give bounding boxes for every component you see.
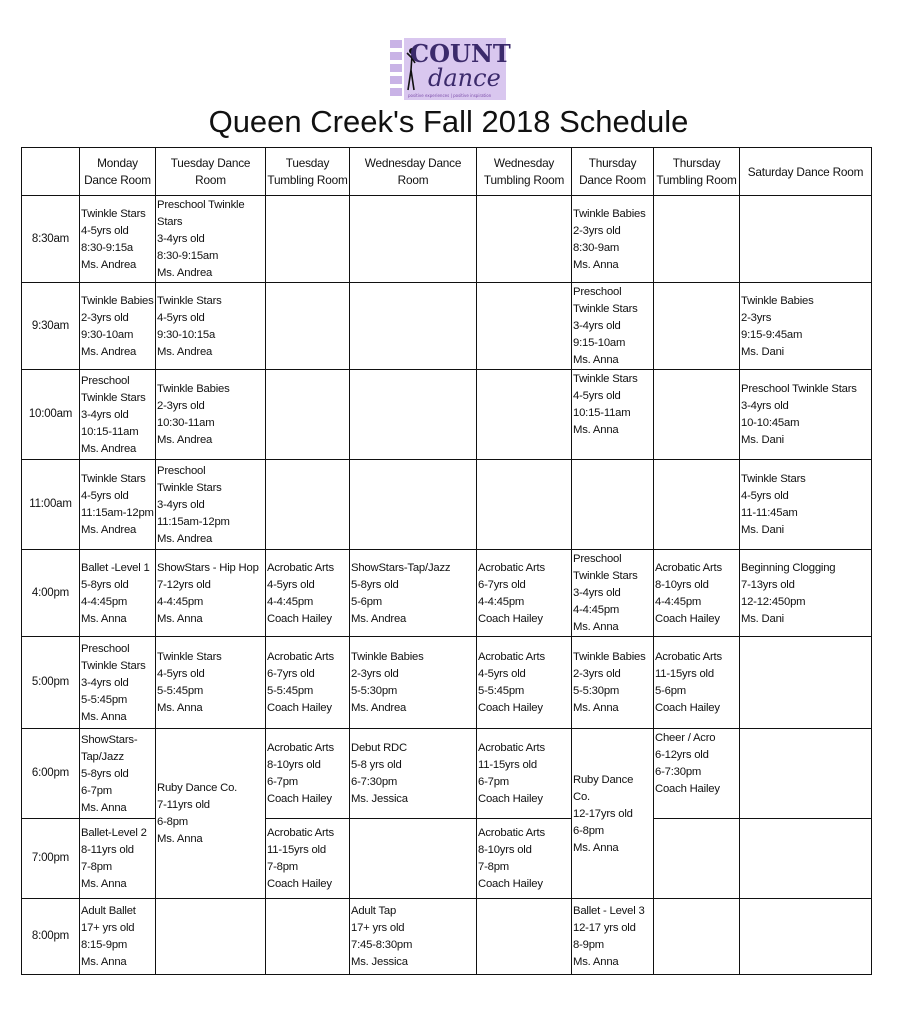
class-line: 3-4yrs old bbox=[81, 408, 129, 421]
time-cell: 9:30am bbox=[22, 283, 80, 370]
class-cell bbox=[80, 637, 156, 729]
empty-cell bbox=[350, 196, 477, 283]
class-cell bbox=[740, 370, 872, 460]
class-line: 17+ yrs old bbox=[351, 922, 405, 934]
class-line: 6-7yrs old bbox=[267, 668, 315, 680]
class-line: 4-4:45pm bbox=[81, 595, 128, 608]
class-line: 6-7pm bbox=[81, 784, 113, 797]
class-line: Twinkle Stars bbox=[81, 207, 146, 220]
class-line: 11-11:45am bbox=[741, 507, 798, 519]
class-line: Ms. Andrea bbox=[81, 258, 137, 271]
class-line: Twinkle Babies bbox=[157, 383, 230, 395]
table-row bbox=[22, 460, 872, 550]
class-line: 7-8pm bbox=[267, 861, 299, 873]
class-line: 8-10yrs old bbox=[655, 578, 709, 591]
class-line: Ms. Andrea bbox=[157, 532, 213, 545]
class-line: Ms. Anna bbox=[81, 878, 127, 890]
class-line: Ms. Anna bbox=[157, 833, 203, 845]
class-line: Stars bbox=[157, 216, 183, 228]
header-tuesday-dance: Tuesday Dance Room bbox=[156, 148, 266, 196]
time-cell: 10:00am bbox=[22, 370, 80, 460]
class-line: Twinkle Stars bbox=[81, 391, 146, 404]
class-cell bbox=[156, 729, 266, 899]
class-line: Ms. Anna bbox=[573, 702, 619, 714]
class-line: 8:30-9am bbox=[573, 241, 620, 254]
class-line: 6-7pm bbox=[267, 776, 299, 788]
table-row bbox=[22, 819, 872, 899]
class-cell bbox=[350, 550, 477, 637]
class-cell bbox=[572, 637, 654, 729]
class-line: 11-15yrs old bbox=[267, 844, 326, 856]
class-line: Ms. Dani bbox=[741, 434, 784, 446]
class-line: 7-12yrs old bbox=[157, 578, 211, 591]
class-line: Coach Hailey bbox=[478, 793, 543, 805]
empty-cell bbox=[654, 196, 740, 283]
class-line: 4-4:45pm bbox=[655, 595, 702, 608]
class-line: Co. bbox=[573, 790, 590, 803]
class-line: Acrobatic Arts bbox=[478, 742, 545, 754]
class-line: Acrobatic Arts bbox=[267, 651, 334, 663]
class-line: 5-8yrs old bbox=[351, 578, 399, 591]
empty-cell bbox=[477, 899, 572, 975]
class-line: Coach Hailey bbox=[478, 702, 543, 714]
header-thursday-tumbling: Thursday Tumbling Room bbox=[654, 148, 740, 196]
class-line: 6-12yrs old bbox=[655, 749, 709, 761]
empty-cell bbox=[350, 283, 477, 370]
class-cell bbox=[350, 729, 477, 819]
class-cell bbox=[477, 550, 572, 637]
class-line: Coach Hailey bbox=[267, 878, 332, 890]
class-cell bbox=[740, 550, 872, 637]
class-line: Ballet-Level 2 bbox=[81, 827, 147, 839]
class-cell bbox=[654, 637, 740, 729]
class-line: Twinkle Stars bbox=[81, 473, 146, 485]
class-line: 8:15-9pm bbox=[81, 939, 128, 951]
class-line: 5-8 yrs old bbox=[351, 759, 402, 771]
class-cell bbox=[80, 899, 156, 975]
table-row bbox=[22, 370, 872, 460]
empty-cell bbox=[740, 819, 872, 899]
class-cell bbox=[350, 899, 477, 975]
class-line: Ruby Dance Co. bbox=[157, 782, 238, 794]
class-line: 4-4:45pm bbox=[267, 595, 314, 608]
class-cell bbox=[80, 370, 156, 460]
class-line: Coach Hailey bbox=[655, 702, 720, 714]
class-line: 11-15yrs old bbox=[478, 759, 537, 771]
logo-tagline: positive experiences | positive inspiration bbox=[408, 93, 492, 98]
class-line: 3-4yrs old bbox=[157, 233, 205, 245]
schedule-table bbox=[21, 147, 872, 975]
empty-cell bbox=[156, 899, 266, 975]
class-line: 11:15am-12pm bbox=[157, 515, 230, 528]
time-cell: 7:00pm bbox=[22, 819, 80, 899]
class-line: 2-3yrs old bbox=[573, 224, 621, 237]
class-line: 4-5yrs old bbox=[478, 668, 526, 680]
class-line: Ballet - Level 3 bbox=[573, 905, 645, 917]
class-line: Ballet -Level 1 bbox=[81, 561, 150, 574]
class-line: Ms. Jessica bbox=[351, 793, 408, 805]
class-line: 3-4yrs old bbox=[157, 498, 205, 511]
class-line: Acrobatic Arts bbox=[267, 561, 334, 574]
class-line: 10-10:45am bbox=[741, 417, 800, 429]
class-line: 3-4yrs old bbox=[741, 400, 789, 412]
class-line: Ms. Dani bbox=[741, 612, 784, 625]
class-line: Preschool bbox=[573, 553, 622, 565]
class-line: 7-11yrs old bbox=[157, 799, 210, 811]
empty-cell bbox=[477, 460, 572, 550]
class-line: 7-8pm bbox=[478, 861, 510, 873]
class-line: Coach Hailey bbox=[655, 612, 720, 625]
class-line: ShowStars - Hip Hop bbox=[157, 561, 259, 574]
class-line: Ms. Andrea bbox=[351, 612, 407, 625]
empty-cell bbox=[654, 819, 740, 899]
class-line: Twinkle Babies bbox=[573, 207, 646, 220]
empty-cell bbox=[266, 283, 350, 370]
empty-cell bbox=[477, 283, 572, 370]
class-line: Acrobatic Arts bbox=[655, 651, 722, 663]
class-line: Ms. Andrea bbox=[157, 434, 213, 446]
class-cell bbox=[80, 550, 156, 637]
class-line: 10:30-11am bbox=[157, 417, 215, 429]
class-line: 4-5yrs old bbox=[81, 224, 129, 237]
class-cell bbox=[80, 729, 156, 819]
class-line: 3-4yrs old bbox=[81, 676, 129, 689]
class-line: 12-12:450pm bbox=[741, 595, 806, 608]
class-line: Ms. Dani bbox=[741, 345, 784, 358]
class-line: Coach Hailey bbox=[478, 878, 543, 890]
class-line: Ms. Andrea bbox=[81, 442, 137, 455]
class-line: 4-5yrs old bbox=[81, 490, 129, 502]
empty-cell bbox=[477, 370, 572, 460]
class-line: Ms. Anna bbox=[573, 621, 619, 633]
class-line: Preschool bbox=[573, 286, 622, 298]
class-line: Adult Ballet bbox=[81, 905, 136, 917]
class-line: 12-17 yrs old bbox=[573, 922, 636, 934]
class-cell bbox=[266, 819, 350, 899]
class-cell bbox=[350, 637, 477, 729]
time-cell: 8:00pm bbox=[22, 899, 80, 975]
class-line: 5-5:45pm bbox=[478, 685, 525, 697]
class-line: ShowStars-Tap/Jazz bbox=[351, 561, 451, 574]
class-line: Ms. Jessica bbox=[351, 956, 408, 968]
class-line: 4-5yrs old bbox=[157, 311, 205, 324]
class-line: 4-4:45pm bbox=[478, 595, 525, 608]
class-line: Preschool Twinkle bbox=[157, 199, 245, 211]
class-cell bbox=[572, 729, 654, 899]
empty-cell bbox=[266, 899, 350, 975]
logo-word-count: COUNT bbox=[410, 39, 511, 68]
class-line: Ms. Andrea bbox=[351, 702, 407, 714]
class-line: Ms. Anna bbox=[81, 801, 127, 814]
class-cell bbox=[572, 196, 654, 283]
class-line: Coach Hailey bbox=[267, 793, 332, 805]
header-tuesday-tumbling: Tuesday Tumbling Room bbox=[266, 148, 350, 196]
class-line: 5-5:45pm bbox=[267, 685, 314, 697]
class-line: 9:15-10am bbox=[573, 337, 626, 349]
class-cell bbox=[654, 550, 740, 637]
time-cell: 11:00am bbox=[22, 460, 80, 550]
class-line: Ms. Anna bbox=[157, 612, 203, 625]
class-line: Ms. Andrea bbox=[81, 345, 137, 358]
class-line: 7-8pm bbox=[81, 861, 113, 873]
class-cell bbox=[266, 729, 350, 819]
class-line: 8:30-9:15am bbox=[157, 250, 219, 262]
class-line: 2-3yrs old bbox=[351, 668, 399, 680]
empty-cell bbox=[477, 196, 572, 283]
empty-cell bbox=[654, 283, 740, 370]
empty-cell bbox=[654, 370, 740, 460]
class-line: Ms. Dani bbox=[741, 524, 784, 536]
class-line: Twinkle Stars bbox=[573, 303, 638, 315]
logo-pattern bbox=[388, 38, 404, 100]
class-cell bbox=[477, 819, 572, 899]
empty-cell bbox=[350, 460, 477, 550]
class-line: 5-8yrs old bbox=[81, 767, 129, 780]
header-row bbox=[22, 148, 872, 196]
empty-cell bbox=[654, 460, 740, 550]
time-cell: 4:00pm bbox=[22, 550, 80, 637]
class-line: Twinkle Stars bbox=[573, 570, 638, 582]
empty-cell bbox=[740, 637, 872, 729]
table-row bbox=[22, 637, 872, 729]
class-line: 8-11yrs old bbox=[81, 844, 134, 856]
empty-cell bbox=[572, 460, 654, 550]
class-line: 12-17yrs old bbox=[573, 807, 633, 820]
class-cell bbox=[156, 370, 266, 460]
class-line: 4-5yrs old bbox=[267, 578, 315, 591]
class-line: Twinkle Stars bbox=[157, 481, 222, 494]
class-cell bbox=[477, 637, 572, 729]
class-line: Twinkle Babies bbox=[573, 651, 646, 663]
class-line: Ms. Andrea bbox=[157, 267, 213, 279]
class-line: Acrobatic Arts bbox=[267, 827, 334, 839]
class-line: Ms. Anna bbox=[573, 258, 619, 271]
empty-cell bbox=[740, 899, 872, 975]
class-line: 8-10yrs old bbox=[478, 844, 532, 856]
class-line: 7:45-8:30pm bbox=[351, 939, 413, 951]
table-row bbox=[22, 899, 872, 975]
class-line: Ms. Anna bbox=[81, 612, 127, 625]
class-cell bbox=[572, 370, 654, 460]
class-line: Coach Hailey bbox=[267, 702, 332, 714]
class-line: Preschool bbox=[81, 642, 130, 655]
class-line: Twinkle Babies bbox=[81, 294, 154, 307]
class-line: Coach Hailey bbox=[267, 612, 332, 625]
class-line: ShowStars- bbox=[81, 733, 138, 746]
class-cell bbox=[156, 637, 266, 729]
class-line: 3-4yrs old bbox=[573, 587, 621, 599]
class-line: Ms. Anna bbox=[157, 702, 203, 714]
class-line: Twinkle Stars bbox=[741, 473, 806, 485]
time-cell: 8:30am bbox=[22, 196, 80, 283]
class-line: Preschool bbox=[81, 374, 130, 387]
class-line: 9:30-10:15a bbox=[157, 328, 216, 341]
class-line: 9:15-9:45am bbox=[741, 328, 803, 341]
class-line: 5-5:45pm bbox=[81, 693, 128, 706]
class-cell bbox=[740, 460, 872, 550]
header-saturday-dance: Saturday Dance Room bbox=[740, 148, 872, 196]
class-line: Cheer / Acro bbox=[655, 732, 716, 744]
page-title: Queen Creek's Fall 2018 Schedule bbox=[208, 104, 689, 139]
class-cell bbox=[266, 637, 350, 729]
class-line: Ms. Andrea bbox=[157, 345, 213, 358]
class-cell bbox=[80, 819, 156, 899]
class-line: Adult Tap bbox=[351, 905, 397, 917]
class-line: Ms. Anna bbox=[573, 354, 619, 366]
class-line: Acrobatic Arts bbox=[655, 561, 722, 574]
class-line: Twinkle Babies bbox=[741, 294, 814, 307]
class-line: Ruby Dance bbox=[573, 773, 634, 786]
class-line: 6-7pm bbox=[478, 776, 510, 788]
class-line: Acrobatic Arts bbox=[478, 827, 545, 839]
class-line: 6-7:30pm bbox=[655, 766, 702, 778]
class-cell bbox=[572, 550, 654, 637]
class-line: Acrobatic Arts bbox=[478, 561, 545, 574]
time-cell: 6:00pm bbox=[22, 729, 80, 819]
class-line: 17+ yrs old bbox=[81, 922, 135, 934]
class-cell bbox=[572, 283, 654, 370]
count-dance-logo bbox=[388, 38, 511, 100]
class-cell bbox=[572, 899, 654, 975]
logo-word-dance: dance bbox=[428, 64, 501, 92]
class-line: Twinkle Stars bbox=[81, 659, 146, 672]
empty-cell bbox=[266, 460, 350, 550]
class-line: 2-3yrs old bbox=[573, 668, 621, 680]
empty-cell bbox=[740, 196, 872, 283]
table-row bbox=[22, 550, 872, 637]
class-line: 5-5:30pm bbox=[573, 685, 620, 697]
class-cell bbox=[80, 196, 156, 283]
class-line: 5-8yrs old bbox=[81, 578, 129, 591]
class-line: Acrobatic Arts bbox=[478, 651, 545, 663]
class-line: Twinkle Babies bbox=[351, 651, 424, 663]
class-line: Preschool Twinkle Stars bbox=[741, 383, 857, 395]
class-line: 10:15-11am bbox=[81, 425, 139, 438]
time-cell: 5:00pm bbox=[22, 637, 80, 729]
class-line: 6-7yrs old bbox=[478, 578, 526, 591]
table-row bbox=[22, 196, 872, 283]
class-line: Preschool bbox=[157, 464, 206, 477]
class-line: 10:15-11am bbox=[573, 407, 631, 419]
class-line: 2-3yrs bbox=[741, 311, 772, 324]
class-cell bbox=[477, 729, 572, 819]
empty-cell bbox=[350, 819, 477, 899]
class-line: Acrobatic Arts bbox=[267, 742, 334, 754]
class-line: 6-8pm bbox=[573, 824, 605, 837]
empty-cell bbox=[350, 370, 477, 460]
empty-cell bbox=[654, 899, 740, 975]
class-line: Ms. Anna bbox=[573, 956, 619, 968]
table-row bbox=[22, 283, 872, 370]
class-line: Twinkle Stars bbox=[157, 651, 222, 663]
class-line: 7-13yrs old bbox=[741, 578, 795, 591]
class-cell bbox=[156, 283, 266, 370]
class-line: 8-10yrs old bbox=[267, 759, 321, 771]
empty-cell bbox=[266, 196, 350, 283]
class-line: Coach Hailey bbox=[655, 783, 720, 795]
class-line: Coach Hailey bbox=[478, 612, 543, 625]
class-line: 5-6pm bbox=[655, 685, 687, 697]
class-line: 4-5yrs old bbox=[741, 490, 789, 502]
class-line: 4-4:45pm bbox=[573, 604, 620, 616]
class-line: Tap/Jazz bbox=[81, 750, 124, 763]
class-line: Ms. Andrea bbox=[81, 524, 137, 536]
class-line: 4-4:45pm bbox=[157, 595, 204, 608]
class-cell bbox=[80, 283, 156, 370]
empty-cell bbox=[740, 729, 872, 819]
class-line: 5-5:30pm bbox=[351, 685, 398, 697]
class-line: 4-5yrs old bbox=[157, 668, 205, 680]
header-wednesday-tumbling: Wednesday Tumbling Room bbox=[477, 148, 572, 196]
class-line: 8:30-9:15a bbox=[81, 241, 134, 254]
class-line: 11:15am-12pm bbox=[81, 507, 154, 519]
class-cell bbox=[156, 196, 266, 283]
class-cell bbox=[156, 460, 266, 550]
class-line: Ms. Anna bbox=[81, 956, 127, 968]
class-line: Twinkle Stars bbox=[573, 373, 638, 385]
class-line: 8-9pm bbox=[573, 939, 605, 951]
class-line: Ms. Anna bbox=[573, 424, 619, 436]
class-line: 9:30-10am bbox=[81, 328, 134, 341]
class-line: Beginning Clogging bbox=[741, 561, 836, 574]
class-cell bbox=[156, 550, 266, 637]
class-line: Debut RDC bbox=[351, 742, 407, 754]
class-line: Ms. Anna bbox=[81, 710, 127, 723]
class-cell bbox=[654, 729, 740, 819]
class-line: Ms. Anna bbox=[573, 841, 619, 854]
class-line: 2-3yrs old bbox=[81, 311, 129, 324]
header-wednesday-dance: Wednesday Dance Room bbox=[350, 148, 477, 196]
class-line: Twinkle Stars bbox=[157, 294, 222, 307]
class-line: 4-5yrs old bbox=[573, 390, 621, 402]
class-line: 3-4yrs old bbox=[573, 320, 621, 332]
class-line: 5-6pm bbox=[351, 595, 383, 608]
header-thursday-dance: Thursday Dance Room bbox=[572, 148, 654, 196]
class-line: 6-8pm bbox=[157, 816, 189, 828]
header-monday-dance: Monday Dance Room bbox=[80, 148, 156, 196]
class-line: 11-15yrs old bbox=[655, 668, 714, 680]
class-cell bbox=[266, 550, 350, 637]
class-line: 6-7:30pm bbox=[351, 776, 398, 788]
class-cell bbox=[80, 460, 156, 550]
class-line: 5-5:45pm bbox=[157, 685, 204, 697]
empty-cell bbox=[266, 370, 350, 460]
class-cell bbox=[740, 283, 872, 370]
table-row bbox=[22, 729, 872, 819]
header-time bbox=[22, 148, 80, 196]
class-line: 2-3yrs old bbox=[157, 400, 205, 412]
